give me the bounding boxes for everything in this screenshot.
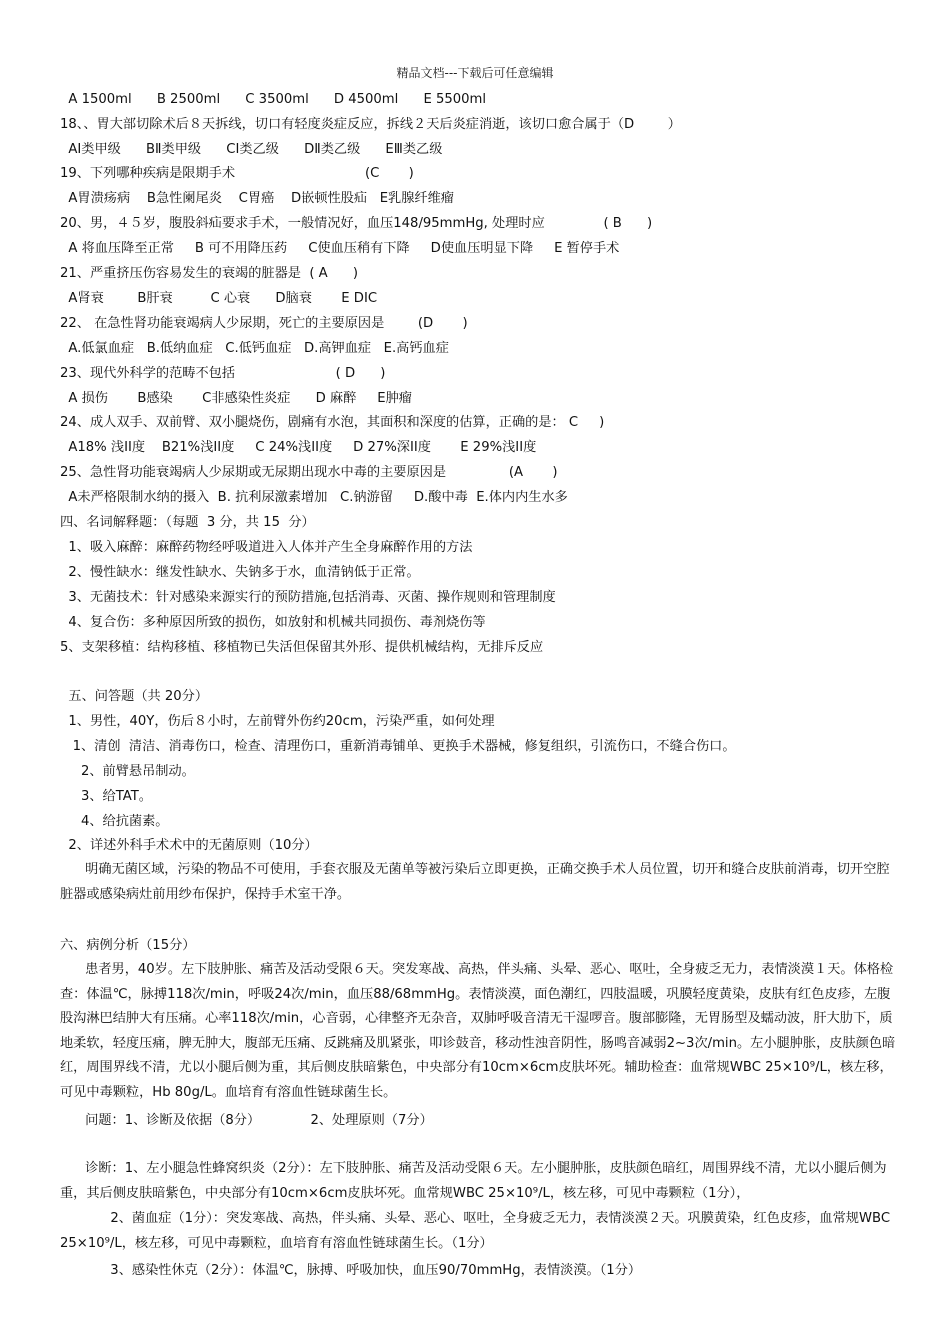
- term-4: 4、复合伤：多种原因所致的损伤，如放射和机械共同损伤、毒剂烧伤等: [60, 615, 486, 630]
- q20-text: 20、男，４５岁，腹股斜疝要求手术，一般情况好，血压148/95mmHg, 处理时应 ( B ): [60, 216, 653, 231]
- q22-text: 22、 在急性肾功能衰竭病人少尿期，死亡的主要原因是 (D ): [60, 316, 468, 331]
- term-1: 1、吸入麻醉：麻醉药物经呼吸道进入人体并产生全身麻醉作用的方法: [60, 540, 473, 555]
- diagnosis-1: 诊断：1、左小腿急性蜂窝织炎（2分）：左下肢肿胀、痛苦及活动受限６天。左小腿肿胀，皮肤颜色暗红，周围界线不清，尤以小腿后侧为重，其后侧皮肤暗紫色，中央部分有10cm×6cm皮肤坏死。血常规WBC 25×10⁹/L，核左移，可见中毒颗粒（1分），: [60, 1161, 887, 1201]
- qa-2-question: 2、详述外科手术术中的无菌原则（10分）: [60, 838, 318, 853]
- q19-options: A胃溃疡病 B急性阑尾炎 C胃癌 D嵌顿性股疝 E乳腺纤维瘤: [60, 191, 454, 206]
- q21-options: A肾衰 B肝衰 C 心衰 D脑衰 E DIC: [60, 291, 378, 306]
- q23-options: A 损伤 B感染 C非感染性炎症 D 麻醉 E肿瘤: [60, 391, 412, 406]
- section-6-title: 六、病例分析（15分）: [60, 938, 196, 953]
- q19-text: 19、下列哪种疾病是限期手术 (C ): [60, 166, 414, 181]
- case-questions: 问题：1、诊断及依据（8分） 2、处理原则（7分）: [60, 1113, 433, 1128]
- qa-1-question: 1、男性，40Y，伤后８小时，左前臂外伤约20cm，污染严重，如何处理: [60, 714, 495, 729]
- qa-1-answer-3: 3、给TAT。: [60, 789, 152, 804]
- q24-text: 24、成人双手、双前臂、双小腿烧伤，剧痛有水泡，其面积和深度的估算，正确的是： C ): [60, 415, 605, 430]
- qa-1-answer-1: 1、清创 清洁、消毒伤口，检查、清理伤口，重新消毒铺单、更换手术器械，修复组织，引流伤口，不缝合伤口。: [60, 739, 736, 754]
- q18-options: AⅠ类甲级 BⅡ类甲级 CⅠ类乙级 DⅡ类乙级 EⅢ类乙级: [60, 142, 443, 157]
- section-4-title: 四、名词解释题：（每题 3 分，共 15 分）: [60, 515, 315, 530]
- q25-options: A未严格限制水纳的摄入 B. 抗利尿激素增加 C.钠游留 D.酸中毒 E.体内内生水多: [60, 490, 568, 505]
- qa-1-answer-4: 4、给抗菌素。: [60, 814, 169, 829]
- diagnosis-2: 2、菌血症（1分）：突发寒战、高热，伴头痛、头晕、恶心、呕吐，全身疲乏无力，表情淡漠２天。巩膜黄染，红色皮疹，血常规WBC 25×10⁹/L，核左移，可见中毒颗粒，血培育有溶血性链球菌生长。（1分）: [60, 1211, 895, 1251]
- term-2: 2、慢性缺水：继发性缺水、失钠多于水，血清钠低于正常。: [60, 565, 420, 580]
- q22-options: A.低氯血症 B.低纳血症 C.低钙血症 D.高钾血症 E.高钙血症: [60, 341, 449, 356]
- q25-text: 25、急性肾功能衰竭病人少尿期或无尿期出现水中毒的主要原因是 (A ): [60, 465, 558, 480]
- case-description: 患者男，40岁。左下肢肿胀、痛苦及活动受限６天。突发寒战、高热，伴头痛、头晕、恶心、呕吐，全身疲乏无力，表情淡漠１天。体格检查：体温℃，脉搏118次/min，呼吸24次/min，血压88/68mmHg。表情淡漠，面色潮红，四肢温暖，巩膜轻度黄染，皮肤有红色皮疹，左腹股沟淋巴结肿大有压痛。心率118次/min，心音弱，心律整齐无杂音，双肺呼吸音清无干湿啰音。腹部膨隆，无胃肠型及蠕动波，肝大肋下，质地柔软，轻度压痛，脾无肿大，腹部无压痛、反跳痛及肌紧张，叩诊鼓音，移动性浊音阴性，肠鸣音减弱2~3次/min。左小腿肿胀，皮肤颜色暗红，周围界线不清，尤以小腿后侧为重，其后侧皮肤暗紫色，中央部分有10cm×6cm皮肤坏死。辅助检查：血常规WBC 25×10⁹/L，核左移，可见中毒颗粒，Hb 80g/L。血培育有溶血性链球菌生长。: [60, 962, 896, 1100]
- section-5-title: 五、问答题（共 20分）: [60, 689, 209, 704]
- q24-options: A18% 浅II度 B21%浅II度 C 24%浅II度 D 27%深II度 E 29%浅II度: [60, 440, 537, 455]
- q21-text: 21、严重挤压伤容易发生的衰竭的脏器是 ( A ): [60, 266, 359, 281]
- q23-text: 23、现代外科学的范畴不包括 ( D ): [60, 366, 386, 381]
- page-header: 精品文档---下载后可任意编辑: [396, 66, 554, 80]
- q17-options: A 1500ml B 2500ml C 3500ml D 4500ml E 5500ml: [60, 92, 487, 107]
- term-5: 5、支架移植：结构移植、移植物已失活但保留其外形、提供机械结构，无排斥反应: [60, 640, 544, 655]
- qa-1-answer-2: 2、前臂悬吊制动。: [60, 764, 195, 779]
- term-3: 3、无菌技术：针对感染来源实行的预防措施,包括消毒、灭菌、操作规则和管理制度: [60, 590, 556, 605]
- q20-options: A 将血压降至正常 B 可不用降压药 C使血压稍有下降 D使血压明显下降 E 暂停手术: [60, 241, 620, 256]
- diagnosis-3: 3、感染性休克（2分）：体温℃，脉搏、呼吸加快，血压90/70mmHg，表情淡漠。（1分）: [60, 1263, 642, 1278]
- q18-text: 18、、胃大部切除术后８天拆线，切口有轻度炎症反应，拆线２天后炎症消逝，该切口愈合属于（D ）: [60, 117, 681, 132]
- qa-2-answer: 明确无菌区域，污染的物品不可使用，手套衣服及无菌单等被污染后立即更换，正确交换手术人员位置，切开和缝合皮肤前消毒，切开空腔脏器或感染病灶前用纱布保护，保持手术室干净。: [60, 862, 890, 902]
